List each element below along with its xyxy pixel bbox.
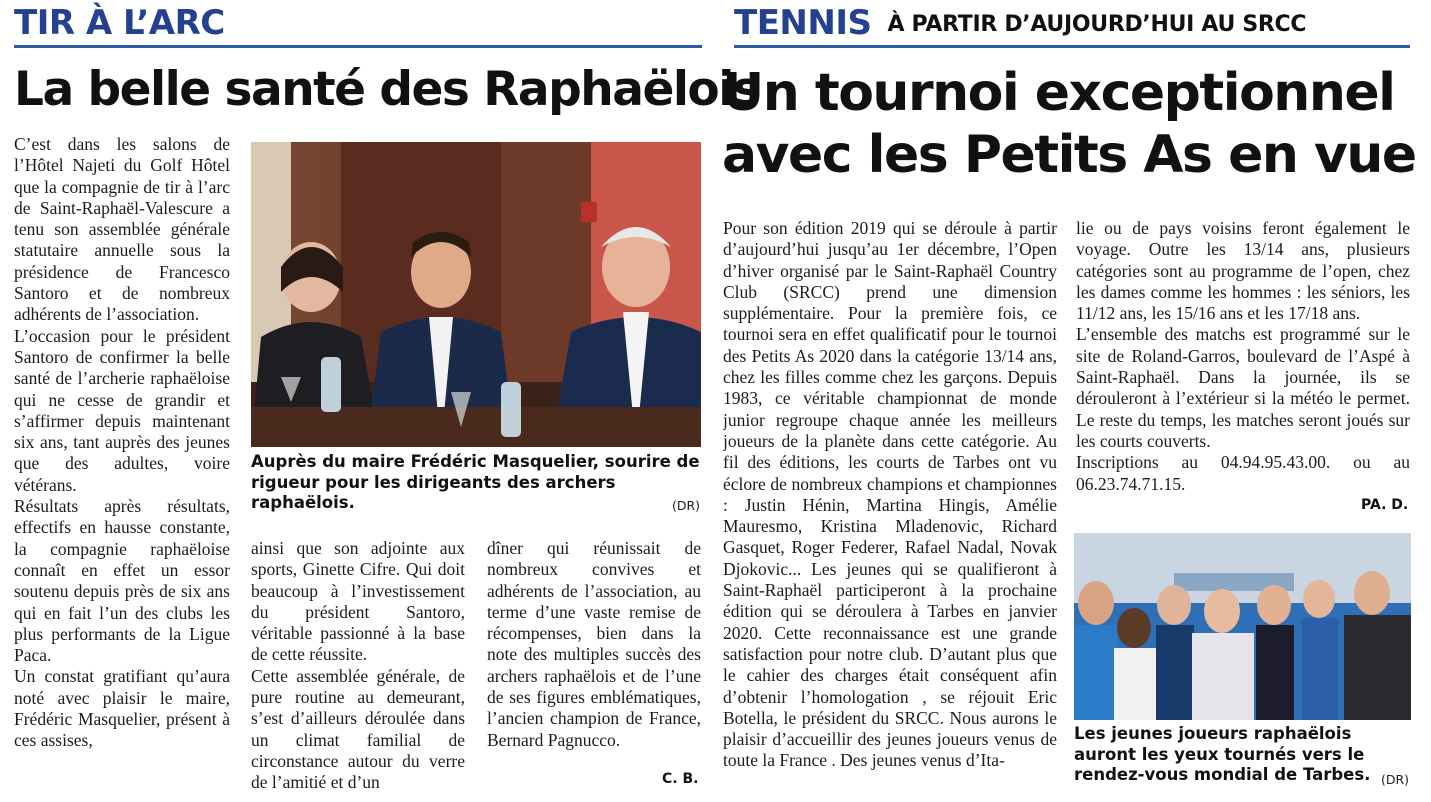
young-players-illustration xyxy=(1074,533,1411,720)
left-photo-credit: (DR) xyxy=(672,498,701,513)
left-article-column-2: ainsi que son adjointe aux sports, Ginette Cifre. Qui doit beaucoup à l’investissement du président Santoro, véritable passionné à la base de cette réussite. Cette assemblée générale, de pure routine au demeurant, s’est d’ailleurs déroulée dans un climat familial de circonstance autour du verre de l’amitié et d’un xyxy=(251,538,465,793)
left-section-label: TIR À L’ARC xyxy=(14,3,225,43)
right-photo-credit: (DR) xyxy=(1381,772,1410,787)
archers-officials-photo xyxy=(251,142,701,447)
right-signature: PA. D. xyxy=(1361,497,1409,513)
right-section-label: TENNIS xyxy=(734,3,872,43)
right-article-column-1: Pour son édition 2019 qui se déroule à partir d’aujourd’hui jusqu’au 1er décembre, l’Open d’hiver organisé par le Saint-Raphaël Country Club (SRCC) prend une dimension supplémentaire. Pour la première fois, ce tournoi sera en effet qualificatif pour le tournoi des Petits As 2020 dans la catégorie 13/14 ans, chez les filles comme chez les garçons. Depuis 1983, ce véritable championnat de monde junior regroupe chaque année les meilleurs joueurs de la planète dans cette catégorie. Au fil des éditions, les courts de Tarbes ont vu éclore de nombreux champions et championnes : Justin Hénin, Martina Hingis, Amélie Mauresmo, Kristina Mladenovic, Richard Gasquet, Roger Federer, Rafael Nadal, Novak Djokovic... Les jeunes qui se qualifieront à Saint-Raphaël participeront à la prochaine édition qui se déroulera à Tarbes en janvier 2020. Cette reconnaissance est une grande satisfaction pour notre club. D’autant plus que le cahier des charges était conséquent afin d’obtenir l’homologation , se réjouit Eric Botella, le président du SRCC. Nous aurons le plaisir d’accueillir des jeunes joueurs venus de toute la France . Des jeunes venus d’Ita- xyxy=(723,218,1057,771)
left-article-column-1: C’est dans les salons de l’Hôtel Najeti du Golf Hôtel que la compagnie de tir à l’arc de Saint-Raphaël-Valescure a tenu son assemblée générale statutaire annuelle sous la présidence de Francesco Santoro et de nombreux adhérents de l’association. L’occasion pour le président Santoro de confirmer la belle santé de l’archerie raphaëloise qui ne cesse de grandir et s’affirmer depuis maintenant six ans, tant auprès des jeunes que des adultes, voire vétérans. Résultats après résultats, effectifs en hausse constante, la compagnie raphaëloise connaît en effet un essor soutenu depuis près de six ans qui en fait l’un des clubs les plus performants de la Ligue Paca. Un constat gratifiant qu’aura noté avec plaisir le maire, Frédéric Masquelier, présent à ces assises, xyxy=(14,134,230,751)
right-headline xyxy=(722,62,1416,186)
left-photo-caption: Auprès du maire Frédéric Masquelier, sourire de rigueur pour les dirigeants des archers raphaëlois. xyxy=(251,452,700,512)
right-kicker: À PARTIR D’AUJOURD’HUI AU SRCC xyxy=(887,12,1307,37)
right-section-rubric xyxy=(734,4,1410,48)
left-section-rubric xyxy=(14,4,702,48)
right-article-column-2: lie ou de pays voisins feront également le voyage. Outre les 13/14 ans, plusieurs catégories sont au programme de l’open, chez les dames comme les hommes : les séniors, les 11/12 ans, les 15/16 ans et les 17/18 ans. L’ensemble des matchs est programmé sur le site de Roland-Garros, boulevard de l’Aspé à Saint-Raphaël. Dans la journée, ils se dérouleront à l’extérieur si la météo le permet. Le reste du temps, les matches seront joués sur les courts couverts. Inscriptions au 04.94.95.43.00. ou au 06.23.74.71.15. xyxy=(1076,218,1410,494)
young-players-photo xyxy=(1074,533,1411,720)
right-photo-caption: Les jeunes joueurs raphaëlois auront les yeux tournés vers le rendez-vous mondial de Tarbes. xyxy=(1074,724,1371,784)
right-headline-line-2: avec les Petits As en vue xyxy=(722,125,1416,185)
left-article-column-3: dîner qui réunissait de nombreux convives et adhérents de l’association, au terme d’une vaste remise de récompenses, bien dans la note des multiples succès des archers raphaëlois et de l’une de ses figures emblématiques, l’ancien champion de France, Bernard Pagnucco. xyxy=(487,538,701,750)
archers-officials-illustration xyxy=(251,142,701,447)
left-headline: La belle santé des Raphaëlois xyxy=(14,62,760,117)
left-signature: C. B. xyxy=(662,771,699,787)
right-headline-line-1: Un tournoi exceptionnel xyxy=(722,63,1395,123)
